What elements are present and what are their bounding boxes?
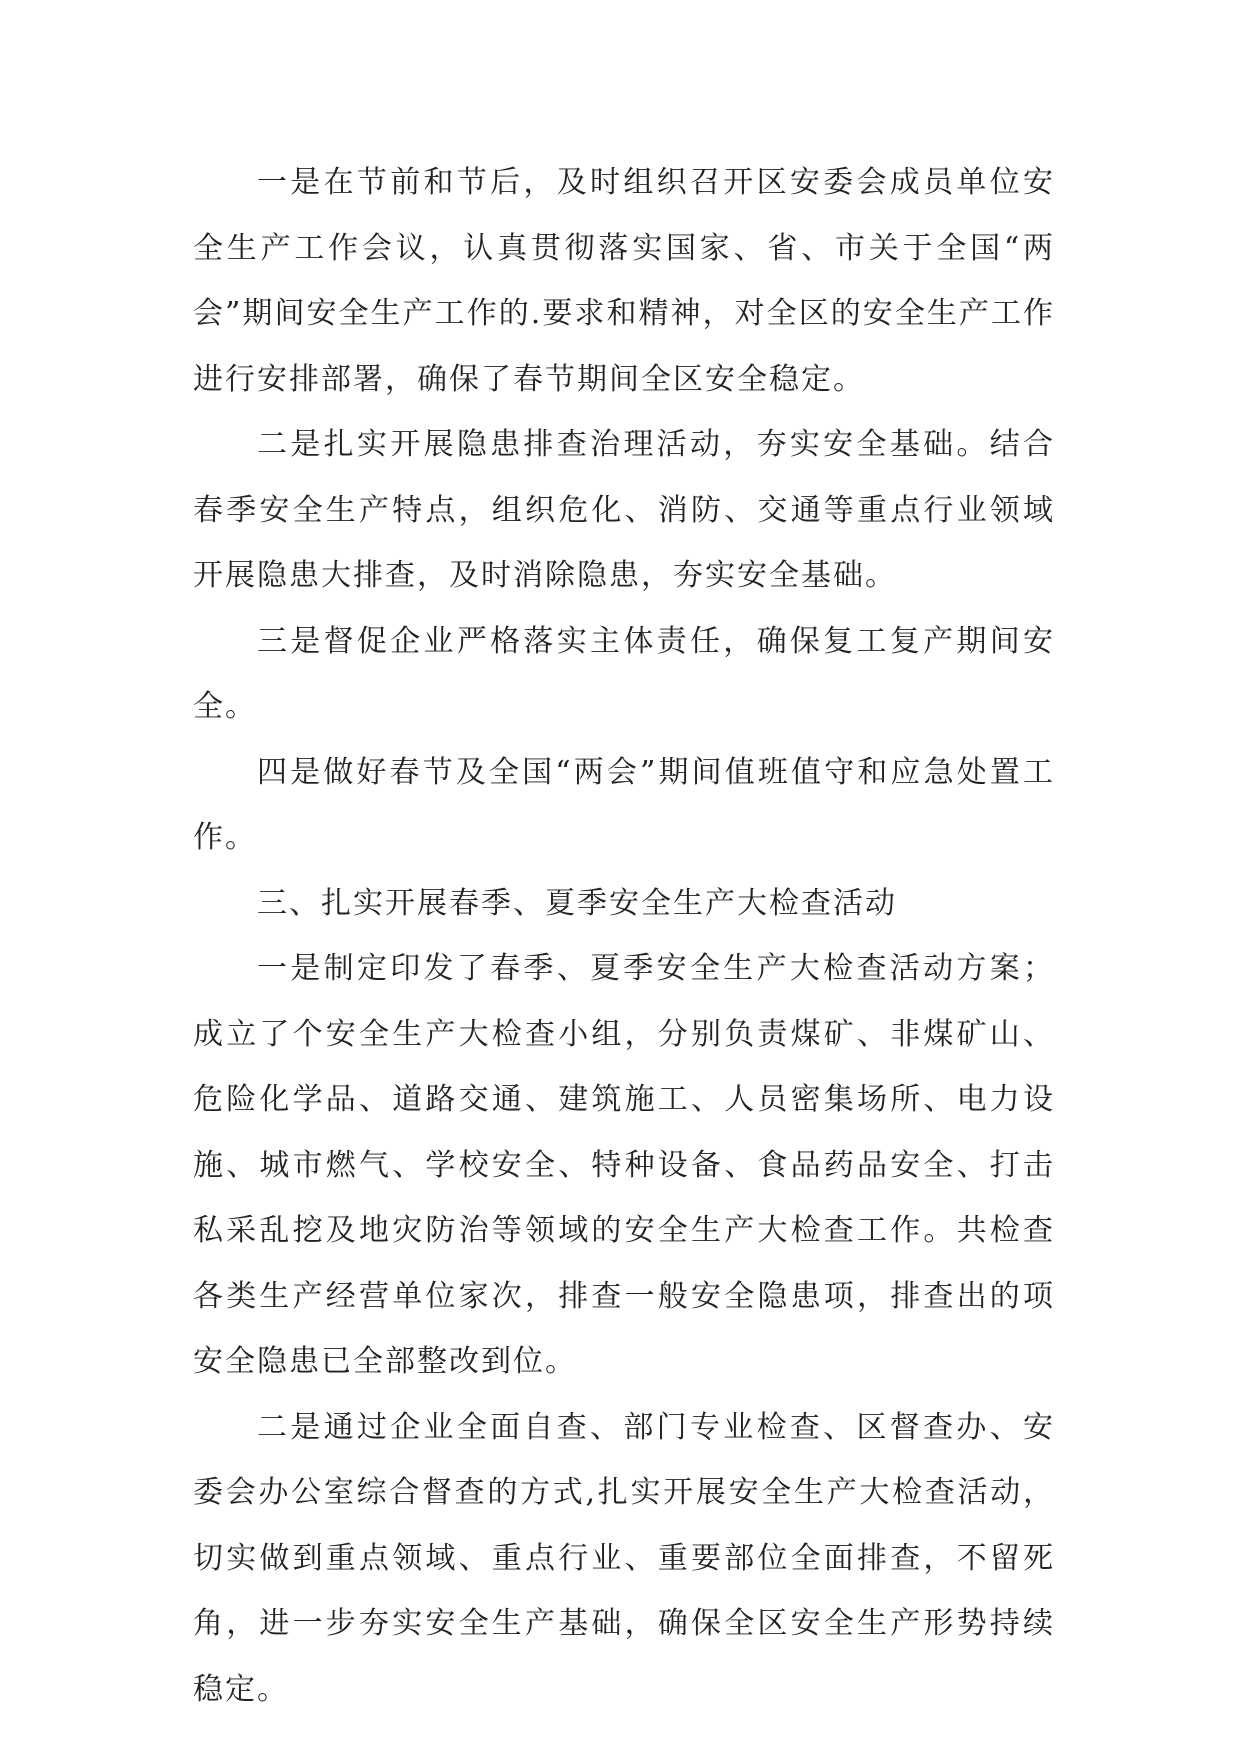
paragraph-5: 一是制定印发了春季、夏季安全生产大检查活动方案；成立了个安全生产大检查小组，分别负责煤矿、非煤矿山、危险化学品、道路交通、建筑施工、人员密集场所、电力设施、城市燃气、学校安全、特种设备、食品药品安全、打击私采乱挖及地灾防治等领域的安全生产大检查工作。共检查各类生产经营单位家次，排查一般安全隐患项，排查出的项安全隐患已全部整改到位。 bbox=[193, 951, 1055, 1379]
paragraph-2: 二是扎实开展隐患排查治理活动，夯实安全基础。结合春季安全生产特点，组织危化、消防、交通等重点行业领域开展隐患大排查，及时消除隐患，夯实安全基础。 bbox=[193, 427, 1055, 593]
paragraph-1: 一是在节前和节后，及时组织召开区安委会成员单位安全生产工作会议，认真贯彻落实国家、省、市关于全国“两会”期间安全生产工作的.要求和精神，对全区的安全生产工作进行安排部署，确保了春节期间全区安全稳定。 bbox=[193, 165, 1055, 397]
paragraph-4: 四是做好春节及全国“两会”期间值班值守和应急处置工作。 bbox=[193, 754, 1055, 855]
paragraph-3: 三是督促企业严格落实主体责任，确保复工复产期间安全。 bbox=[193, 623, 1055, 724]
section-heading: 三、扎实开展春季、夏季安全生产大检查活动 bbox=[257, 885, 897, 921]
paragraph-6: 二是通过企业全面自查、部门专业检查、区督查办、安委会办公室综合督查的方式,扎实开展安全生产大检查活动，切实做到重点领域、重点行业、重要部位全面排查，不留死角，进一步夯实安全生产基础，确保全区安全生产形势持续稳定。 bbox=[193, 1409, 1055, 1707]
document-body bbox=[193, 150, 1055, 1722]
